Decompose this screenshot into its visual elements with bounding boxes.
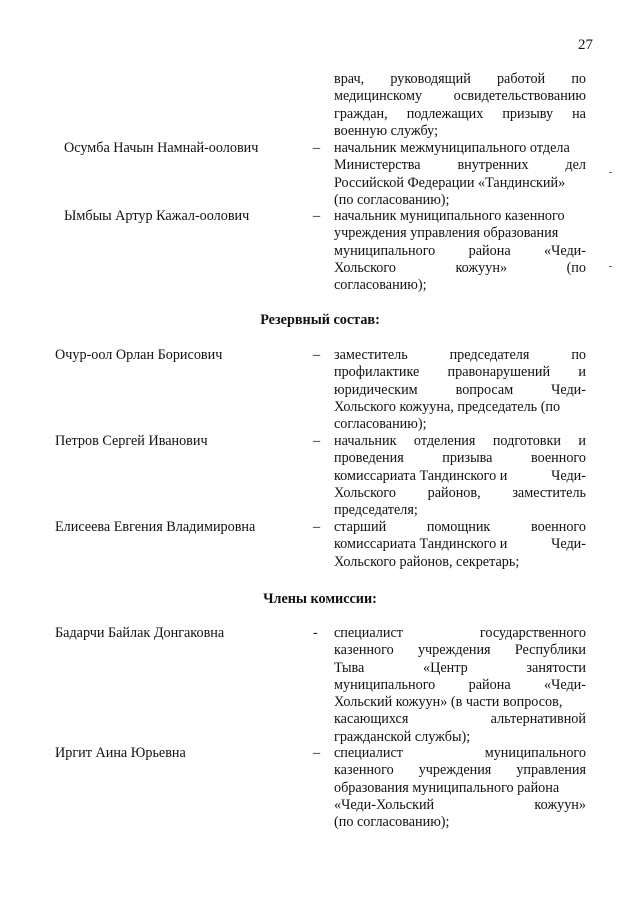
description-line	[334, 260, 586, 277]
description-line	[334, 175, 586, 192]
description-word: военного	[530, 450, 586, 467]
description-word: подготовки	[492, 433, 561, 449]
description-line	[334, 71, 586, 88]
description-line	[334, 780, 586, 797]
description-word: правонарушений	[447, 364, 551, 381]
description-word: района	[468, 676, 511, 693]
description-word: казенного	[334, 762, 394, 779]
description-word: внутренних	[457, 157, 529, 174]
description-line	[334, 814, 586, 831]
description-line	[334, 157, 586, 174]
block-6-name: Елисеева Евгения Владимировна	[55, 519, 256, 535]
block-1-dash: –	[313, 140, 321, 156]
description-word: «Центр	[423, 659, 468, 676]
description-word: Чеди-	[551, 467, 586, 484]
description-word: муниципального	[484, 745, 586, 761]
description-word: отделения	[413, 433, 476, 449]
description-word: кожуун»	[455, 259, 508, 276]
description-line	[334, 642, 586, 659]
description-line	[334, 711, 586, 728]
description-word: Чеди-	[551, 536, 586, 553]
description-word: работой	[496, 71, 546, 87]
block-2-description	[334, 208, 586, 294]
scan-mark	[609, 172, 612, 173]
block-0-description	[334, 71, 586, 140]
description-line	[334, 347, 586, 364]
description-word: и	[578, 364, 586, 381]
description-word: (по согласованию);	[334, 191, 450, 208]
description-word: Республики	[514, 642, 586, 659]
description-word: Хольского	[334, 484, 396, 501]
description-word: призыва	[442, 450, 493, 467]
description-line	[334, 745, 586, 762]
description-word: граждан,	[334, 105, 388, 122]
description-word: Хольский кожуун» (в части вопросов,	[334, 694, 563, 711]
block-4-description	[334, 347, 586, 433]
description-line	[334, 485, 586, 502]
description-word: начальник межмуниципального отдела	[334, 140, 570, 156]
description-line	[334, 277, 586, 294]
description-word: профилактике	[334, 364, 420, 381]
description-line	[334, 88, 586, 105]
description-word: юридическим	[334, 381, 418, 398]
block-9-name: Иргит Аина Юрьевна	[55, 745, 186, 761]
description-word: председателя;	[334, 502, 418, 519]
description-word: начальник	[334, 433, 397, 449]
description-line	[334, 450, 586, 467]
description-word: образования муниципального района	[334, 779, 560, 796]
description-word: военного	[530, 519, 586, 535]
block-8-name: Бадарчи Байлак Донгаковна	[55, 625, 225, 641]
description-word: (по согласованию);	[334, 814, 450, 831]
description-word: по	[571, 71, 586, 87]
description-word: Чеди-	[551, 381, 586, 398]
description-word: учреждения	[418, 762, 492, 779]
description-word: Хольского	[334, 259, 396, 276]
description-word: и	[578, 433, 586, 449]
description-word: дел	[565, 157, 586, 174]
block-2-name: Ымбыы Артур Кажал-оолович	[64, 208, 250, 224]
description-word: руководящий	[390, 71, 471, 87]
description-word: занятости	[526, 659, 586, 676]
description-word: согласованию);	[334, 277, 427, 294]
description-line	[334, 416, 586, 433]
description-line	[334, 797, 586, 814]
block-9-dash: –	[313, 745, 321, 761]
description-word: Министерства	[334, 157, 421, 174]
description-word: начальник муниципального казенного	[334, 208, 565, 224]
block-1-description	[334, 140, 586, 209]
description-word: Тыва	[334, 659, 365, 676]
description-word: специалист	[334, 625, 403, 641]
description-word: помощник	[426, 519, 491, 535]
description-word: альтернативной	[490, 711, 586, 728]
description-line	[334, 399, 586, 416]
description-word: «Чеди-Хольский	[334, 796, 435, 813]
block-5-description	[334, 433, 586, 519]
description-line	[334, 468, 586, 485]
block-8-dash: -	[313, 625, 318, 641]
block-1-name: Осумба Начын Намнай-оолович	[64, 140, 259, 156]
description-line	[334, 140, 586, 157]
description-line	[334, 694, 586, 711]
block-4-dash: –	[313, 347, 321, 363]
description-word: заместитель	[512, 484, 586, 501]
description-line	[334, 433, 586, 450]
description-word: по	[571, 347, 586, 363]
description-line	[334, 123, 586, 140]
description-word: (по	[566, 259, 586, 276]
description-word: на	[572, 105, 586, 122]
description-word: учреждения	[417, 642, 491, 659]
description-word: казенного	[334, 642, 394, 659]
description-line	[334, 660, 586, 677]
description-word: согласованию);	[334, 416, 427, 433]
block-2-dash: –	[313, 208, 321, 224]
description-word: комиссариата Тандинского и	[334, 467, 508, 484]
description-line	[334, 225, 586, 242]
block-9-description	[334, 745, 586, 831]
description-word: призыву	[502, 105, 554, 122]
block-4-name: Очур-оол Орлан Борисович	[55, 347, 223, 363]
description-word: района	[468, 242, 511, 259]
description-word: вопросам	[455, 381, 514, 398]
description-word: управления	[516, 762, 586, 779]
page-number: 27	[578, 37, 593, 53]
description-word: военную службу;	[334, 122, 439, 139]
description-line	[334, 364, 586, 381]
description-word: гражданской службы);	[334, 728, 471, 745]
description-word: районов,	[427, 484, 481, 501]
section-heading-members: Члены комиссии:	[263, 591, 377, 607]
description-word: комиссариата Тандинского и	[334, 536, 508, 553]
description-word: освидетельствованию	[453, 88, 586, 105]
description-word: Хольского кожууна, председатель (по	[334, 398, 561, 415]
description-line	[334, 677, 586, 694]
description-word: государственного	[479, 625, 586, 641]
description-word: Российской Федерации «Тандинский»	[334, 174, 566, 191]
description-word: председателя	[449, 347, 530, 363]
description-word: специалист	[334, 745, 403, 761]
section-heading-reserve: Резервный состав:	[260, 312, 380, 328]
description-word: «Чеди-	[544, 242, 586, 259]
description-line	[334, 243, 586, 260]
description-word: врач,	[334, 71, 365, 87]
description-word: старший	[334, 519, 387, 535]
block-6-dash: –	[313, 519, 321, 535]
description-word: подлежащих	[406, 105, 484, 122]
description-line	[334, 554, 586, 571]
block-8-description	[334, 625, 586, 746]
description-word: заместитель	[334, 347, 408, 363]
description-line	[334, 208, 586, 225]
description-line	[334, 729, 586, 746]
description-word: учреждения управления образования	[334, 225, 559, 242]
scan-mark	[609, 266, 612, 267]
description-word: муниципального	[334, 676, 436, 693]
description-line	[334, 625, 586, 642]
description-line	[334, 502, 586, 519]
description-word: кожуун»	[534, 796, 586, 813]
description-word: муниципального	[334, 242, 436, 259]
description-line	[334, 106, 586, 123]
description-line	[334, 519, 586, 536]
block-5-name: Петров Сергей Иванович	[55, 433, 208, 449]
description-word: касающихся	[334, 711, 409, 728]
block-6-description	[334, 519, 586, 571]
description-word: медицинскому	[334, 88, 423, 105]
description-word: Хольского районов, секретарь;	[334, 553, 520, 570]
description-word: проведения	[334, 450, 404, 467]
description-line	[334, 762, 586, 779]
description-line	[334, 192, 586, 209]
description-word: «Чеди-	[544, 676, 586, 693]
block-5-dash: –	[313, 433, 321, 449]
description-line	[334, 382, 586, 399]
description-line	[334, 536, 586, 553]
